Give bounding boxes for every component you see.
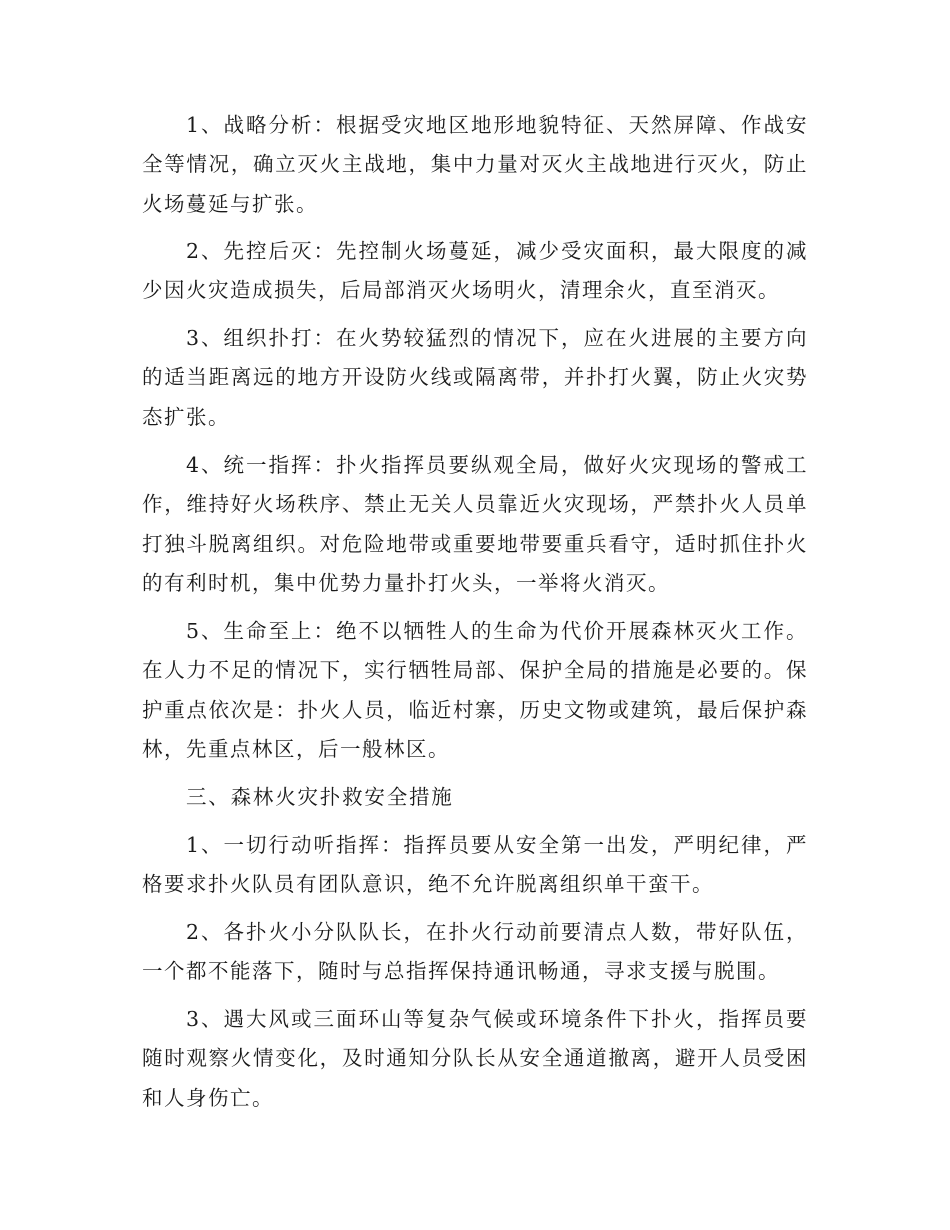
paragraph-strategy-analysis: 1、战略分析：根据受灾地区地形地貌特征、天然屏障、作战安全等情况，确立灭火主战地，集中力量对灭火主战地进行灭火，防止火场蔓延与扩张。 [142, 113, 808, 216]
paragraph-follow-command: 1、一切行动听指挥：指挥员要从安全第一出发，严明纪律，严格要求扑火队员有团队意识，绝不允许脱离组织单干蛮干。 [142, 833, 808, 897]
paragraph-organized-suppression: 3、组织扑打：在火势较猛烈的情况下，应在火进展的主要方向的适当距离远的地方开设防火线或隔离带，并扑打火翼，防止火灾势态扩张。 [142, 326, 808, 429]
section-heading: 三、森林火灾扑救安全措施 [186, 785, 454, 809]
paragraph-unified-command: 4、统一指挥：扑火指挥员要纵观全局，做好火灾现场的警戒工作，维持好火场秩序、禁止无关人员靠近火灾现场，严禁扑火人员单打独斗脱离组织。对危险地带或重要地带要重兵看守，适时抓住扑火的有利时机，集中优势力量扑打火头，一举将火消灭。 [142, 453, 808, 595]
paragraph-team-leaders: 2、各扑火小分队队长，在扑火行动前要清点人数，带好队伍，一个都不能落下，随时与总指挥保持通讯畅通，寻求支援与脱围。 [142, 920, 808, 984]
paragraph-control-first: 2、先控后灭：先控制火场蔓延，减少受灾面积，最大限度的减少因火灾造成损失，后局部消灭火场明火，清理余火，直至消灭。 [142, 239, 808, 303]
paragraph-life-first: 5、生命至上：绝不以牺牲人的生命为代价开展森林灭火工作。在人力不足的情况下，实行牺牲局部、保护全局的措施是必要的。保护重点依次是：扑火人员，临近村寨，历史文物或建筑，最后保护森林，先重点林区，后一般林区。 [142, 619, 808, 761]
paragraph-complex-conditions: 3、遇大风或三面环山等复杂气候或环境条件下扑火，指挥员要随时观察火情变化，及时通知分队长从安全通道撤离，避开人员受困和人身伤亡。 [142, 1007, 808, 1110]
